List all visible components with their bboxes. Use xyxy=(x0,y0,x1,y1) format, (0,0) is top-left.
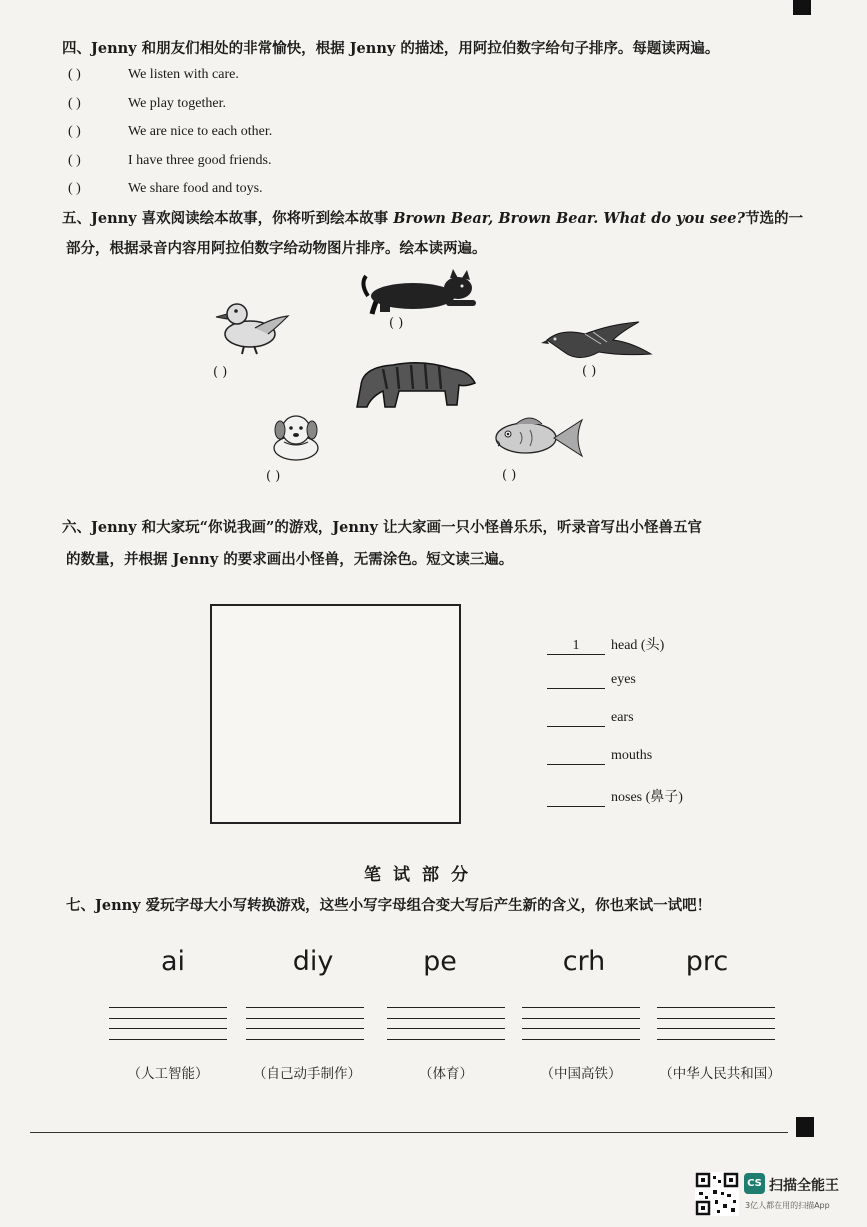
writing-lines[interactable] xyxy=(522,1007,640,1043)
feature-label: eyes xyxy=(611,672,636,687)
duck-icon xyxy=(210,298,292,356)
app-logo-text: CS xyxy=(747,1178,762,1189)
word-letters: crh xyxy=(562,946,606,977)
section6-title-line2: 的数量，并根据 Jenny 的要求画出小怪兽，无需涂色。短文读三遍。 xyxy=(66,551,514,568)
app-logo xyxy=(744,1173,765,1194)
app-brand: 扫描全能王 xyxy=(769,1178,839,1194)
writing-lines[interactable] xyxy=(109,1007,227,1043)
sentence-text: We play together. xyxy=(128,95,227,111)
list-item xyxy=(68,152,272,181)
section7-title: 七、Jenny 爱玩字母大小写转换游戏，这些小写字母组合变大写后产生新的含义，你也来试一试吧！ xyxy=(66,897,712,914)
feature-label: ears xyxy=(611,710,634,725)
section5-title xyxy=(62,208,852,230)
fish-answer-blank[interactable]: ( ) xyxy=(502,468,517,483)
page-divider xyxy=(30,1132,788,1133)
section5-title-line2: 部分，根据录音内容用阿拉伯数字给动物图片排序。绘本读两遍。 xyxy=(66,240,487,257)
section5-title-part2: 节选的一 xyxy=(744,210,803,227)
feature-label: mouths xyxy=(611,748,653,763)
answer-blank[interactable]: ( ) xyxy=(68,181,81,196)
drawing-box[interactable] xyxy=(210,604,461,824)
word-meaning: （中华人民共和国） xyxy=(659,1066,781,1082)
cat-icon xyxy=(358,266,483,316)
answer-blank[interactable]: ( ) xyxy=(68,152,81,168)
corner-mark-bottom xyxy=(796,1117,814,1137)
bear-icon xyxy=(353,355,478,410)
sentence-text: We share food and toys. xyxy=(128,181,263,196)
word-letters: prc xyxy=(685,946,729,977)
qr-code-icon xyxy=(695,1172,739,1216)
book-title: Brown Bear, Brown Bear. What do you see? xyxy=(393,210,745,227)
count-blank[interactable] xyxy=(547,790,605,807)
dog-answer-blank[interactable]: ( ) xyxy=(266,469,281,484)
corner-mark-top xyxy=(793,0,811,15)
word-letters: ai xyxy=(160,946,186,977)
count-blank[interactable]: 1 xyxy=(547,638,605,655)
word-letters: pe xyxy=(423,946,457,977)
bird-icon xyxy=(541,318,653,363)
word-meaning: （人工智能） xyxy=(127,1066,209,1082)
word-letters: diy xyxy=(292,946,334,977)
count-blank[interactable] xyxy=(547,748,605,765)
feature-label: head (头) xyxy=(611,638,665,653)
list-item xyxy=(68,180,272,209)
answer-blank[interactable]: ( ) xyxy=(68,124,81,139)
word-meaning: （体育） xyxy=(419,1066,473,1082)
section4-list xyxy=(68,66,272,209)
section6-title: 六、Jenny 和大家玩“你说我画”的游戏，Jenny 让大家画一只小怪兽乐乐，听录音写出小怪兽五官 xyxy=(62,519,702,536)
feature-label: noses (鼻子) xyxy=(611,790,683,805)
sentence-text: I have three good friends. xyxy=(128,152,272,168)
duck-answer-blank[interactable]: ( ) xyxy=(213,365,228,380)
app-tagline: 3亿人都在用的扫描App xyxy=(745,1201,830,1210)
fish-icon xyxy=(490,410,585,460)
section5-title-part1: 五、Jenny 喜欢阅读绘本故事，你将听到绘本故事 xyxy=(62,210,394,227)
feature-row xyxy=(547,672,683,710)
section4-title: 四、Jenny 和朋友们相处的非常愉快，根据 Jenny 的描述，用阿拉伯数字给句子排序。每题读两遍。 xyxy=(62,40,720,57)
bird-answer-blank[interactable]: ( ) xyxy=(582,364,597,379)
list-item xyxy=(68,123,272,152)
cat-answer-blank[interactable]: ( ) xyxy=(389,316,404,331)
word-meaning: （自己动手制作） xyxy=(253,1066,361,1082)
answer-blank[interactable]: ( ) xyxy=(68,67,81,82)
answer-blank[interactable]: ( ) xyxy=(68,95,81,111)
feature-row xyxy=(547,634,683,672)
feature-row xyxy=(547,748,683,786)
feature-list xyxy=(547,634,683,824)
sentence-text: We are nice to each other. xyxy=(128,124,273,139)
count-blank[interactable] xyxy=(547,710,605,727)
written-part-title: 笔试部分 xyxy=(364,865,480,885)
writing-lines[interactable] xyxy=(657,1007,775,1043)
word-meaning: （中国高铁） xyxy=(540,1066,622,1082)
writing-lines[interactable] xyxy=(387,1007,505,1043)
list-item xyxy=(68,95,272,124)
feature-row xyxy=(547,786,683,824)
sentence-text: We listen with care. xyxy=(128,67,239,82)
list-item xyxy=(68,66,272,95)
feature-row xyxy=(547,710,683,748)
count-blank[interactable] xyxy=(547,672,605,689)
writing-lines[interactable] xyxy=(246,1007,364,1043)
dog-icon xyxy=(258,412,333,464)
